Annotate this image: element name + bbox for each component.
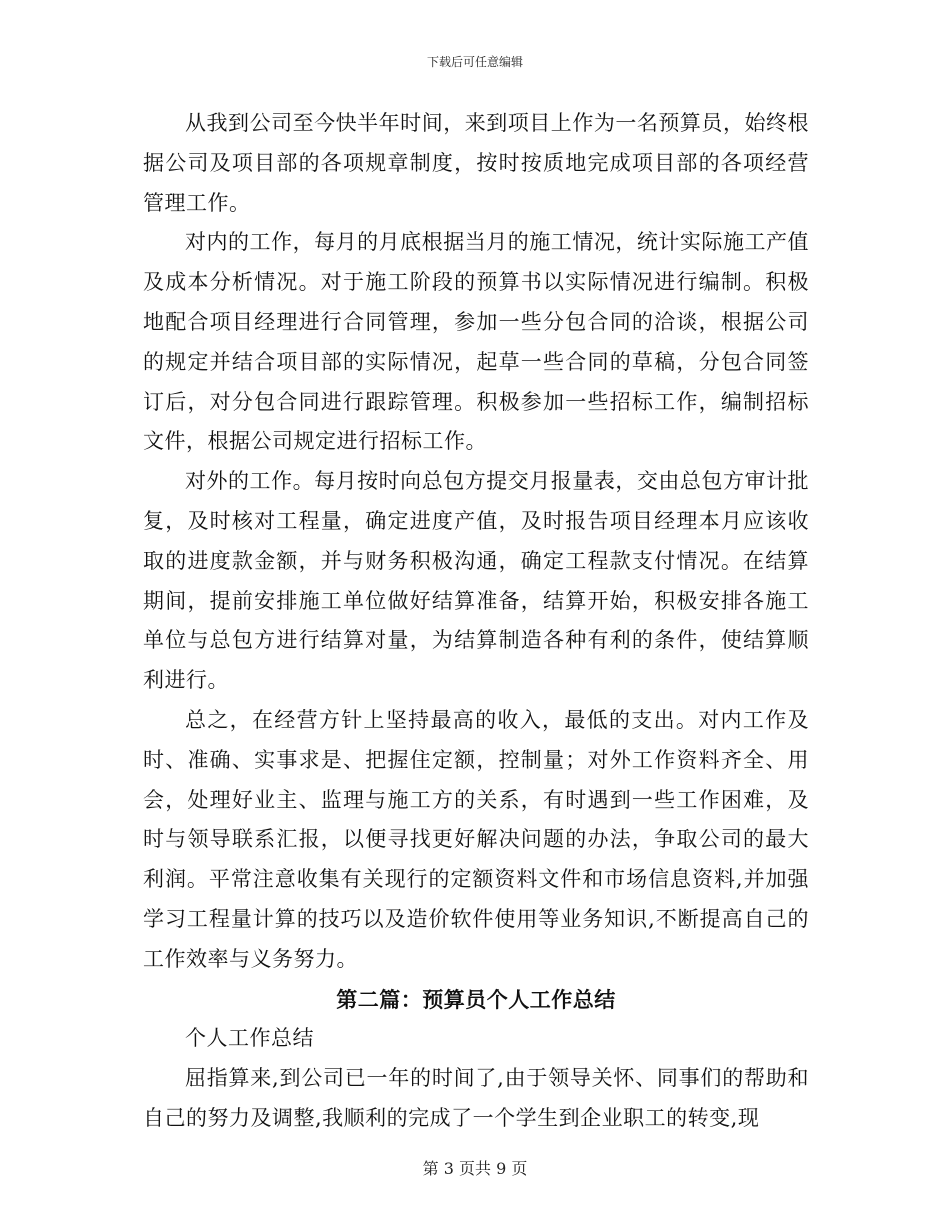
paragraph-summary: 总之，在经营方针上坚持最高的收入，最低的支出。对内工作及时、准确、实事求是、把握住定额，控制量；对外工作资料齐全、用会，处理好业主、监理与施工方的关系，有时遇到一些工作困难，及时与领导联系汇报，以便寻找更好解决问题的办法，争取公司的最大利润。平常注意收集有关现行的定额资料文件和市场信息资料,并加强学习工程量计算的技巧以及造价软件使用等业务知识,不断提高自己的工作效率与义务努力。 [143,707,809,971]
page-footer: 第 3 页共 9 页 [422,1159,528,1178]
section-heading: 第二篇：预算员个人工作总结 [336,986,616,1012]
paragraph-external-work: 对外的工作。每月按时向总包方提交月报量表，交由总包方审计批复，及时核对工程量，确定进度产值，及时报告项目经理本月应该收取的进度款金额，并与财务积极沟通，确定工程款支付情况。在结算期间，提前安排施工单位做好结算准备，结算开始，积极安排各施工单位与总包方进行结算对量，为结算制造各种有利的条件，使结算顺利进行。 [143,469,809,693]
paragraph-section-two: 屈指算来,到公司已一年的时间了,由于领导关怀、同事们的帮助和自己的努力及调整,我顺利的完成了一个学生到企业职工的转变,现 [143,1066,809,1130]
paragraph-intro: 从我到公司至今快半年时间，来到项目上作为一名预算员，始终根据公司及项目部的各项规章制度，按时按质地完成项目部的各项经营管理工作。 [143,111,809,215]
paragraph-internal-work: 对内的工作，每月的月底根据当月的施工情况，统计实际施工产值及成本分析情况。对于施工阶段的预算书以实际情况进行编制。积极地配合项目经理进行合同管理，参加一些分包合同的洽谈，根据公司的规定并结合项目部的实际情况，起草一些合同的草稿，分包合同签订后，对分包合同进行跟踪管理。积极参加一些招标工作，编制招标文件，根据公司规定进行招标工作。 [143,230,809,454]
document-body [143,104,809,1139]
section-subtitle: 个人工作总结 [185,1026,314,1051]
page-header: 下载后可任意编辑 [426,55,523,69]
